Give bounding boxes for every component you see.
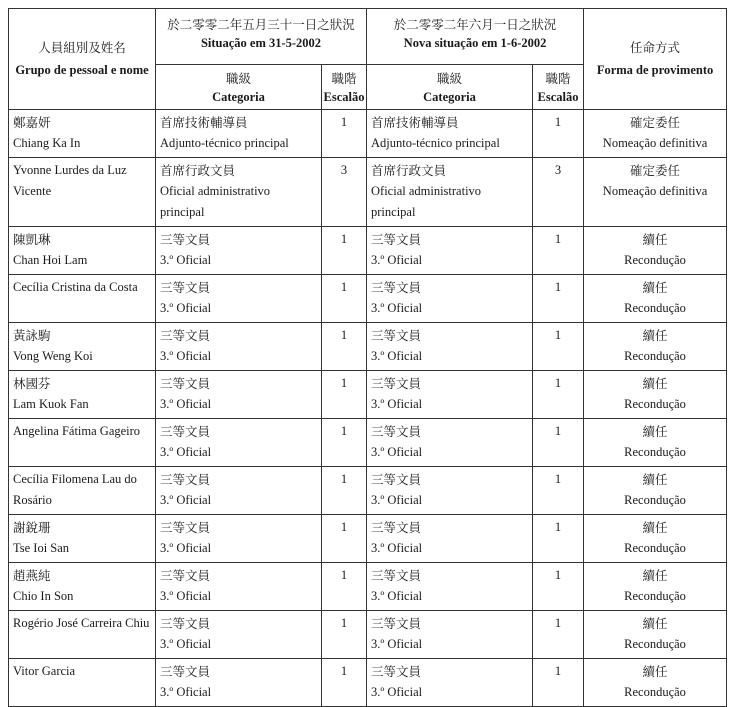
old-category-cell xyxy=(156,611,322,659)
new-scale-value: 1 xyxy=(554,232,562,246)
new-category-header xyxy=(367,65,533,110)
old-category-zh-value: 三等文員 xyxy=(160,328,211,343)
form-zh-value: 確定委任 xyxy=(630,163,681,178)
old-category-zh-value: 三等文員 xyxy=(160,616,211,631)
old-scale-cell xyxy=(322,563,367,611)
new-category-pt-value: 3.º Oficial xyxy=(371,397,423,411)
new-category-cell xyxy=(367,467,533,515)
form-zh-value: 續任 xyxy=(642,376,668,391)
old-scale-value: 3 xyxy=(340,163,348,177)
name-cell xyxy=(9,158,156,227)
old-category-cell xyxy=(156,158,322,227)
new-category-zh-value: 三等文員 xyxy=(371,280,422,295)
new-category-cell xyxy=(367,659,533,707)
old-category-zh-value: 首席行政文員 xyxy=(160,163,236,178)
name-cell xyxy=(9,563,156,611)
old-category-pt-value: 3.º Oficial xyxy=(160,685,212,699)
form-zh-value: 續任 xyxy=(642,616,668,631)
new-category-cell xyxy=(367,371,533,419)
name-pt: Tse Ioi San xyxy=(13,541,70,555)
table-row xyxy=(9,323,727,371)
old-scale-value: 1 xyxy=(340,616,348,630)
form-cell xyxy=(584,515,727,563)
old-situation-pt: Situação em 31-5-2002 xyxy=(200,36,322,50)
old-situation-header xyxy=(156,9,367,65)
new-category-pt-value: 3.º Oficial xyxy=(371,349,423,363)
old-category-pt-value: 3.º Oficial xyxy=(160,541,212,555)
new-category-cell xyxy=(367,611,533,659)
name-pt: Cecília Cristina da Costa xyxy=(13,280,138,294)
old-category-pt: Categoria xyxy=(212,90,265,104)
new-scale-value: 1 xyxy=(554,280,562,294)
old-category-zh-value: 首席技術輔導員 xyxy=(160,115,248,130)
header-row-top xyxy=(9,9,727,65)
name-column-header xyxy=(9,9,156,110)
name-header-zh: 人員組別及姓名 xyxy=(38,40,126,55)
form-zh-value: 續任 xyxy=(642,664,668,679)
new-scale-value: 3 xyxy=(554,163,562,177)
old-category-zh: 職級 xyxy=(225,71,251,86)
new-scale-value: 1 xyxy=(554,664,562,678)
old-scale-cell xyxy=(322,467,367,515)
form-cell xyxy=(584,419,727,467)
old-scale-cell xyxy=(322,227,367,275)
name-cell xyxy=(9,110,156,158)
form-cell xyxy=(584,323,727,371)
table-row xyxy=(9,563,727,611)
new-scale-value: 1 xyxy=(554,376,562,390)
new-category-zh: 職級 xyxy=(437,71,463,86)
form-zh-value: 續任 xyxy=(642,328,668,343)
new-category-cell xyxy=(367,110,533,158)
new-scale-value: 1 xyxy=(554,115,562,129)
new-category-pt-value: 3.º Oficial xyxy=(371,253,423,267)
new-category-cell xyxy=(367,419,533,467)
new-category-pt-value: 3.º Oficial xyxy=(371,301,423,315)
new-category-pt-value: Adjunto-técnico principal xyxy=(371,136,500,150)
old-category-cell xyxy=(156,659,322,707)
old-scale-value: 1 xyxy=(340,115,348,129)
form-pt-value: Nomeação definitiva xyxy=(602,136,708,150)
old-category-cell xyxy=(156,467,322,515)
name-zh: 謝銳珊 xyxy=(13,520,51,535)
new-category-cell xyxy=(367,323,533,371)
old-category-pt-value: 3.º Oficial xyxy=(160,589,212,603)
new-category-pt-value: Oficial administrativo principal xyxy=(371,184,482,219)
old-category-cell xyxy=(156,323,322,371)
form-zh-value: 續任 xyxy=(642,424,668,439)
new-category-zh-value: 三等文員 xyxy=(371,616,422,631)
old-scale-cell xyxy=(322,158,367,227)
new-scale-cell xyxy=(533,227,584,275)
old-scale-pt: Escalão xyxy=(323,90,365,104)
old-scale-value: 1 xyxy=(340,424,348,438)
name-pt: Lam Kuok Fan xyxy=(13,397,89,411)
old-category-pt-value: 3.º Oficial xyxy=(160,397,212,411)
new-category-zh-value: 三等文員 xyxy=(371,568,422,583)
old-situation-zh: 於二零零二年五月三十一日之狀況 xyxy=(167,17,355,32)
form-pt-value: Recondução xyxy=(624,301,686,315)
old-category-cell xyxy=(156,371,322,419)
old-category-zh-value: 三等文員 xyxy=(160,568,211,583)
old-category-zh-value: 三等文員 xyxy=(160,424,211,439)
new-scale-value: 1 xyxy=(554,328,562,342)
table-row xyxy=(9,371,727,419)
table-row xyxy=(9,275,727,323)
name-zh: 林國芬 xyxy=(13,376,51,391)
old-scale-value: 1 xyxy=(340,232,348,246)
old-category-pt-value: 3.º Oficial xyxy=(160,445,212,459)
name-cell xyxy=(9,275,156,323)
name-zh: 鄭嘉妍 xyxy=(13,115,51,130)
form-pt-value: Recondução xyxy=(624,685,686,699)
old-scale-value: 1 xyxy=(340,568,348,582)
old-scale-cell xyxy=(322,371,367,419)
new-scale-cell xyxy=(533,515,584,563)
name-cell xyxy=(9,323,156,371)
form-cell xyxy=(584,467,727,515)
old-category-zh-value: 三等文員 xyxy=(160,232,211,247)
new-category-cell xyxy=(367,275,533,323)
old-category-zh-value: 三等文員 xyxy=(160,376,211,391)
new-category-zh-value: 三等文員 xyxy=(371,424,422,439)
old-category-zh-value: 三等文員 xyxy=(160,472,211,487)
new-scale-value: 1 xyxy=(554,520,562,534)
new-category-pt-value: 3.º Oficial xyxy=(371,685,423,699)
name-cell xyxy=(9,515,156,563)
form-pt-value: Recondução xyxy=(624,349,686,363)
form-cell xyxy=(584,110,727,158)
form-header-zh: 任命方式 xyxy=(630,40,681,55)
form-pt-value: Recondução xyxy=(624,253,686,267)
new-category-zh-value: 三等文員 xyxy=(371,520,422,535)
old-scale-header xyxy=(322,65,367,110)
new-scale-cell xyxy=(533,275,584,323)
name-pt: Angelina Fátima Gageiro xyxy=(13,424,141,438)
old-scale-cell xyxy=(322,419,367,467)
old-scale-value: 1 xyxy=(340,328,348,342)
new-scale-cell xyxy=(533,659,584,707)
new-scale-value: 1 xyxy=(554,568,562,582)
new-category-zh-value: 首席技術輔導員 xyxy=(371,115,459,130)
new-scale-cell xyxy=(533,611,584,659)
new-situation-header xyxy=(367,9,584,65)
form-pt-value: Recondução xyxy=(624,589,686,603)
form-zh-value: 續任 xyxy=(642,520,668,535)
form-zh-value: 續任 xyxy=(642,280,668,295)
name-pt: Yvonne Lurdes da Luz Vicente xyxy=(13,163,127,198)
new-scale-header xyxy=(533,65,584,110)
old-category-cell xyxy=(156,419,322,467)
form-cell xyxy=(584,659,727,707)
old-scale-value: 1 xyxy=(340,472,348,486)
new-category-zh-value: 三等文員 xyxy=(371,232,422,247)
new-category-cell xyxy=(367,515,533,563)
old-category-pt-value: 3.º Oficial xyxy=(160,349,212,363)
old-scale-value: 1 xyxy=(340,520,348,534)
name-header-pt: Grupo de pessoal e nome xyxy=(15,63,149,77)
new-situation-pt: Nova situação em 1-6-2002 xyxy=(403,36,547,50)
old-scale-value: 1 xyxy=(340,280,348,294)
staff-table xyxy=(8,8,727,707)
name-pt: Vitor Garcia xyxy=(13,664,76,678)
new-category-pt: Categoria xyxy=(423,90,476,104)
form-column-header xyxy=(584,9,727,110)
table-row xyxy=(9,515,727,563)
old-scale-cell xyxy=(322,659,367,707)
new-category-pt-value: 3.º Oficial xyxy=(371,541,423,555)
name-zh: 陳凱琳 xyxy=(13,232,51,247)
form-cell xyxy=(584,611,727,659)
name-pt: Rogério José Carreira Chiu xyxy=(13,616,150,630)
form-pt-value: Recondução xyxy=(624,397,686,411)
form-pt-value: Recondução xyxy=(624,493,686,507)
new-scale-pt: Escalão xyxy=(537,90,579,104)
form-cell xyxy=(584,227,727,275)
new-scale-value: 1 xyxy=(554,616,562,630)
old-scale-cell xyxy=(322,611,367,659)
new-scale-cell xyxy=(533,419,584,467)
name-pt: Chio In Son xyxy=(13,589,74,603)
name-cell xyxy=(9,467,156,515)
form-header-pt: Forma de provimento xyxy=(596,63,714,77)
new-category-zh-value: 三等文員 xyxy=(371,472,422,487)
name-cell xyxy=(9,371,156,419)
new-category-zh-value: 三等文員 xyxy=(371,664,422,679)
new-situation-zh: 於二零零二年六月一日之狀況 xyxy=(393,17,557,32)
new-scale-cell xyxy=(533,110,584,158)
old-category-zh-value: 三等文員 xyxy=(160,280,211,295)
table-row xyxy=(9,611,727,659)
new-category-zh-value: 三等文員 xyxy=(371,376,422,391)
form-cell xyxy=(584,158,727,227)
new-scale-cell xyxy=(533,323,584,371)
name-cell xyxy=(9,611,156,659)
old-scale-cell xyxy=(322,515,367,563)
name-cell xyxy=(9,227,156,275)
name-pt: Cecília Filomena Lau do Rosário xyxy=(13,472,137,507)
form-zh-value: 續任 xyxy=(642,232,668,247)
old-category-cell xyxy=(156,515,322,563)
new-category-zh-value: 三等文員 xyxy=(371,328,422,343)
old-category-pt-value: 3.º Oficial xyxy=(160,253,212,267)
new-category-zh-value: 首席行政文員 xyxy=(371,163,447,178)
new-category-pt-value: 3.º Oficial xyxy=(371,493,423,507)
new-scale-cell xyxy=(533,563,584,611)
table-row xyxy=(9,158,727,227)
old-category-header xyxy=(156,65,322,110)
old-category-cell xyxy=(156,110,322,158)
old-scale-cell xyxy=(322,323,367,371)
name-cell xyxy=(9,659,156,707)
old-category-cell xyxy=(156,275,322,323)
new-scale-cell xyxy=(533,467,584,515)
old-category-pt-value: 3.º Oficial xyxy=(160,637,212,651)
old-category-pt-value: Adjunto-técnico principal xyxy=(160,136,289,150)
old-scale-cell xyxy=(322,110,367,158)
form-zh-value: 續任 xyxy=(642,568,668,583)
table-row xyxy=(9,419,727,467)
form-pt-value: Recondução xyxy=(624,445,686,459)
name-zh: 黃詠駒 xyxy=(13,328,51,343)
form-cell xyxy=(584,275,727,323)
new-category-cell xyxy=(367,158,533,227)
new-scale-cell xyxy=(533,158,584,227)
form-zh-value: 確定委任 xyxy=(630,115,681,130)
old-scale-value: 1 xyxy=(340,376,348,390)
form-pt-value: Nomeação definitiva xyxy=(602,184,708,198)
new-category-pt-value: 3.º Oficial xyxy=(371,637,423,651)
new-scale-value: 1 xyxy=(554,472,562,486)
old-scale-zh: 職階 xyxy=(331,71,357,86)
name-pt: Vong Weng Koi xyxy=(13,349,93,363)
table-row xyxy=(9,467,727,515)
name-zh: 趙燕純 xyxy=(13,568,51,583)
old-category-pt-value: 3.º Oficial xyxy=(160,493,212,507)
table-row xyxy=(9,227,727,275)
old-category-cell xyxy=(156,563,322,611)
name-pt: Chan Hoi Lam xyxy=(13,253,88,267)
old-scale-value: 1 xyxy=(340,664,348,678)
form-pt-value: Recondução xyxy=(624,637,686,651)
new-category-pt-value: 3.º Oficial xyxy=(371,445,423,459)
table-row xyxy=(9,659,727,707)
table-row xyxy=(9,110,727,158)
old-category-pt-value: 3.º Oficial xyxy=(160,301,212,315)
new-scale-zh: 職階 xyxy=(545,71,571,86)
form-pt-value: Recondução xyxy=(624,541,686,555)
new-category-pt-value: 3.º Oficial xyxy=(371,589,423,603)
new-scale-cell xyxy=(533,371,584,419)
name-cell xyxy=(9,419,156,467)
old-scale-cell xyxy=(322,275,367,323)
form-cell xyxy=(584,371,727,419)
new-category-cell xyxy=(367,227,533,275)
old-category-zh-value: 三等文員 xyxy=(160,664,211,679)
new-scale-value: 1 xyxy=(554,424,562,438)
old-category-cell xyxy=(156,227,322,275)
form-cell xyxy=(584,563,727,611)
old-category-zh-value: 三等文員 xyxy=(160,520,211,535)
form-zh-value: 續任 xyxy=(642,472,668,487)
name-pt: Chiang Ka In xyxy=(13,136,81,150)
old-category-pt-value: Oficial administrativo principal xyxy=(160,184,271,219)
new-category-cell xyxy=(367,563,533,611)
